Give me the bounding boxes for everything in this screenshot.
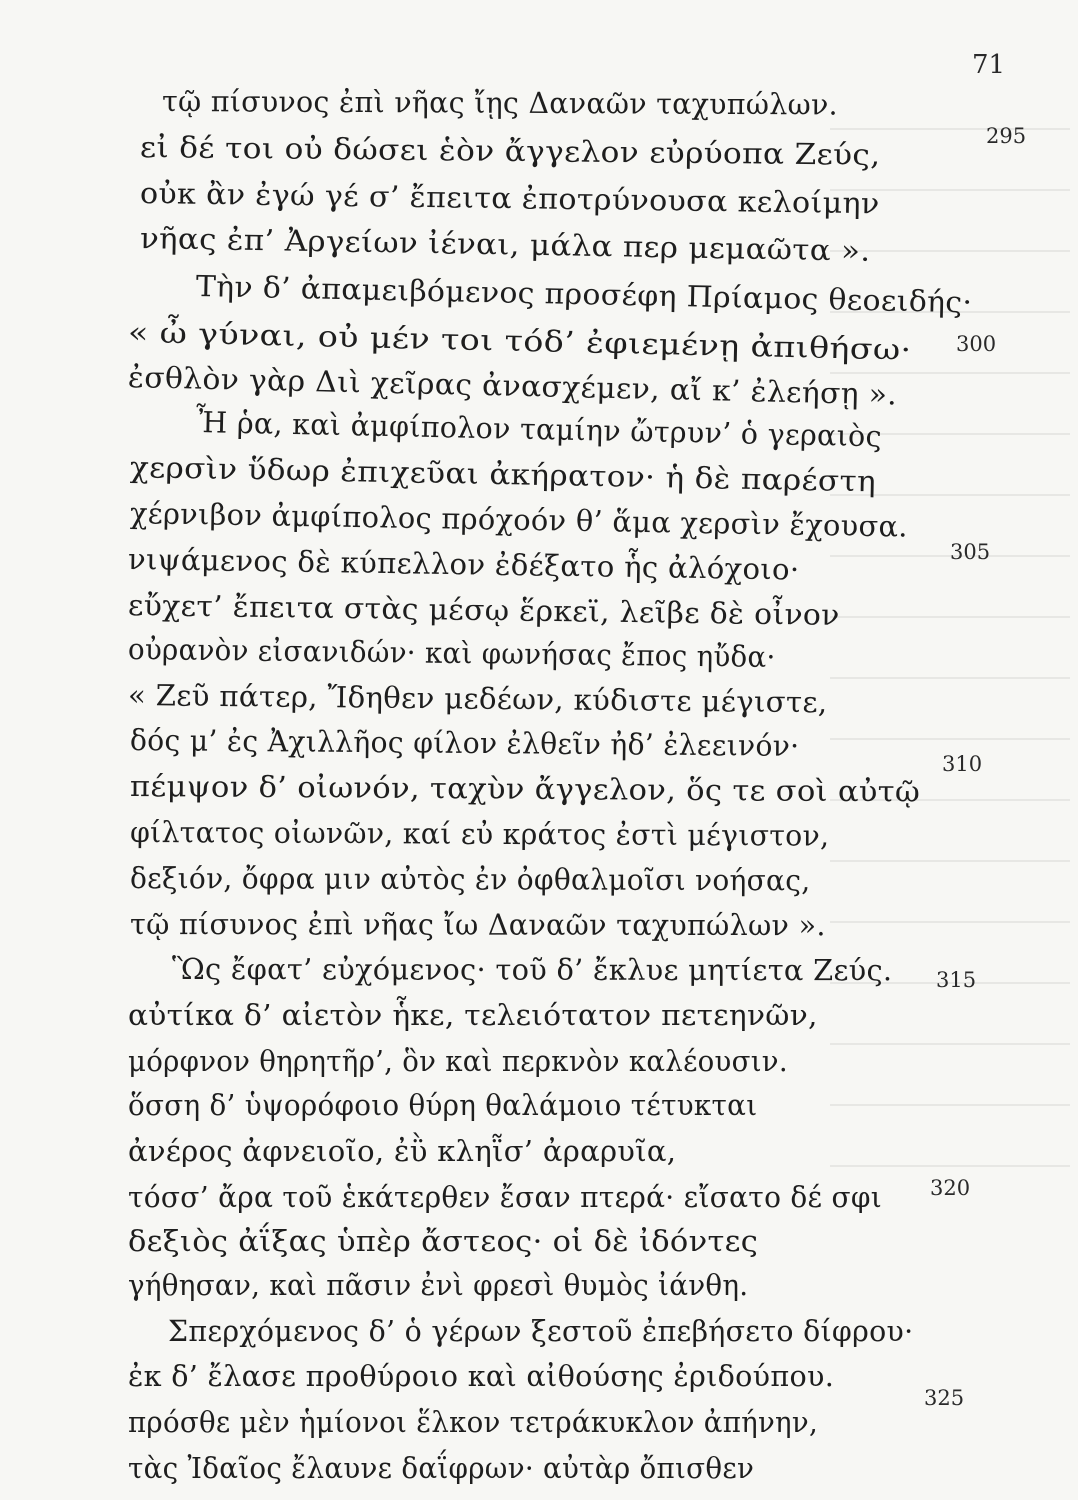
verse-line: ἐκ δ’ ἔλασε προθύροιο καὶ αἰθούσης ἐριδούπου. (128, 1359, 835, 1393)
verse-line: « Ζεῦ πάτερ, Ἴδηθεν μεδέων, κύδιστε μέγιστε, (127, 678, 828, 720)
verse-line: νῆας ἐπ’ Ἀργείων ἰέναι, μάλα περ μεμαῶτα ». (139, 221, 871, 268)
line-number: 300 (956, 332, 997, 356)
verse-line: νιψάμενος δὲ κύπελλον ἐδέξατο ἧς ἀλόχοιο· (127, 542, 800, 587)
verse-line: οὐρανὸν εἰσανιδών· καὶ φωνήσας ἔπος ηὔδα· (127, 632, 776, 674)
verse-line: χερσὶν ὕδωρ ἐπιχεῦαι ἀκήρατον· ἡ δὲ παρέστη (129, 450, 877, 499)
line-number: 325 (924, 1386, 965, 1410)
line-number: 295 (986, 124, 1027, 148)
verse-line: τὰς Ἰδαῖος ἔλαυνε δαΐφρων· αὐτὰρ ὄπισθεν (128, 1451, 755, 1485)
verse-line: Ἦ ῥα, καὶ ἀμφίπολον ταμίην ὤτρυν’ ὁ γεραιὸς (195, 405, 883, 454)
verse-line: Ὣς ἔφατ’ εὐχόμενος· τοῦ δ’ ἔκλυε μητίετα Ζεύς. (171, 952, 893, 988)
verse-line: χέρνιβον ἀμφίπολος πρόχοόν θ’ ἅμα χερσὶν ἔχουσα. (129, 496, 909, 544)
verse-line: πέμψον δ’ οἰωνόν, ταχὺν ἄγγελον, ὅς τε σοὶ αὐτῷ (129, 769, 921, 809)
verse-line: γήθησαν, καὶ πᾶσιν ἐνὶ φρεσὶ θυμὸς ἰάνθη. (128, 1268, 749, 1302)
verse-line: ἀνέρος ἀφνειοῖο, ἐῢ κληῗσ’ ἀραρυῖα, (128, 1134, 677, 1168)
verse-line: ἐσθλὸν γὰρ Διὶ χεῖρας ἀνασχέμεν, αἴ κ’ ἐλεήσῃ ». (127, 360, 898, 412)
verse-line: τῷ πίσυνος ἐπὶ νῆας ἴῃς Δαναῶν ταχυπώλων. (161, 84, 839, 122)
line-number: 305 (950, 540, 991, 564)
verse-line: Τὴν δ’ ἀπαμειβόμενος προσέφη Πρίαμος θεοειδής· (195, 269, 973, 320)
verse-line: δεξιὸς ἀΐξας ὑπὲρ ἄστεος· οἱ δὲ ἰδόντες (128, 1224, 759, 1258)
verse-line: εὔχετ’ ἔπειτα στὰς μέσῳ ἕρκεϊ, λεῖβε δὲ οἶνον (127, 588, 840, 632)
verse-line: δεξιόν, ὄφρα μιν αὐτὸς ἐν ὀφθαλμοῖσι νοήσας, (129, 861, 811, 898)
verse-line: Σπερχόμενος δ’ ὁ γέρων ξεστοῦ ἐπεβήσετο δίφρου· (168, 1314, 914, 1348)
page-number: 71 (972, 50, 1006, 80)
verse-line: τόσσ’ ἄρα τοῦ ἑκάτερθεν ἔσαν πτερά· εἴσατο δέ σφι (128, 1180, 883, 1214)
line-number: 315 (936, 968, 977, 992)
verse-line: δός μ’ ἐς Ἀχιλλῆος φίλον ἐλθεῖν ἠδ’ ἐλεεινόν· (129, 723, 800, 763)
line-number: 310 (942, 752, 983, 776)
verse-line: μόρφνον θηρητῆρ’, ὃν καὶ περκνὸν καλέουσιν. (128, 1044, 788, 1078)
line-number: 320 (930, 1176, 971, 1200)
verse-line: φίλτατος οἰωνῶν, καί εὐ κράτος ἐστὶ μέγιστον, (129, 815, 830, 853)
verse-line: πρόσθε μὲν ἡμίονοι ἕλκον τετράκυκλον ἀπήνην, (128, 1405, 819, 1439)
verse-line: τῷ πίσυνος ἐπὶ νῆας ἴω Δαναῶν ταχυπώλων ». (129, 907, 826, 943)
verse-line: εἰ δέ τοι οὐ δώσει ἑὸν ἄγγελον εὐρύοπα Ζεύς, (139, 130, 881, 172)
verse-line: αὐτίκα δ’ αἰετὸν ἧκε, τελειότατον πετεηνῶν, (128, 998, 818, 1032)
verse-line: « ὦ γύναι, οὐ μέν τοι τόδ’ ἐφιεμένῃ ἀπιθήσω· (127, 315, 912, 367)
verse-line: ὅσση δ’ ὑψορόφοιο θύρη θαλάμοιο τέτυκται (128, 1088, 758, 1122)
verse-line: οὐκ ἂν ἐγώ γέ σ’ ἔπειτα ἐποτρύνουσα κελοίμην (139, 176, 880, 221)
